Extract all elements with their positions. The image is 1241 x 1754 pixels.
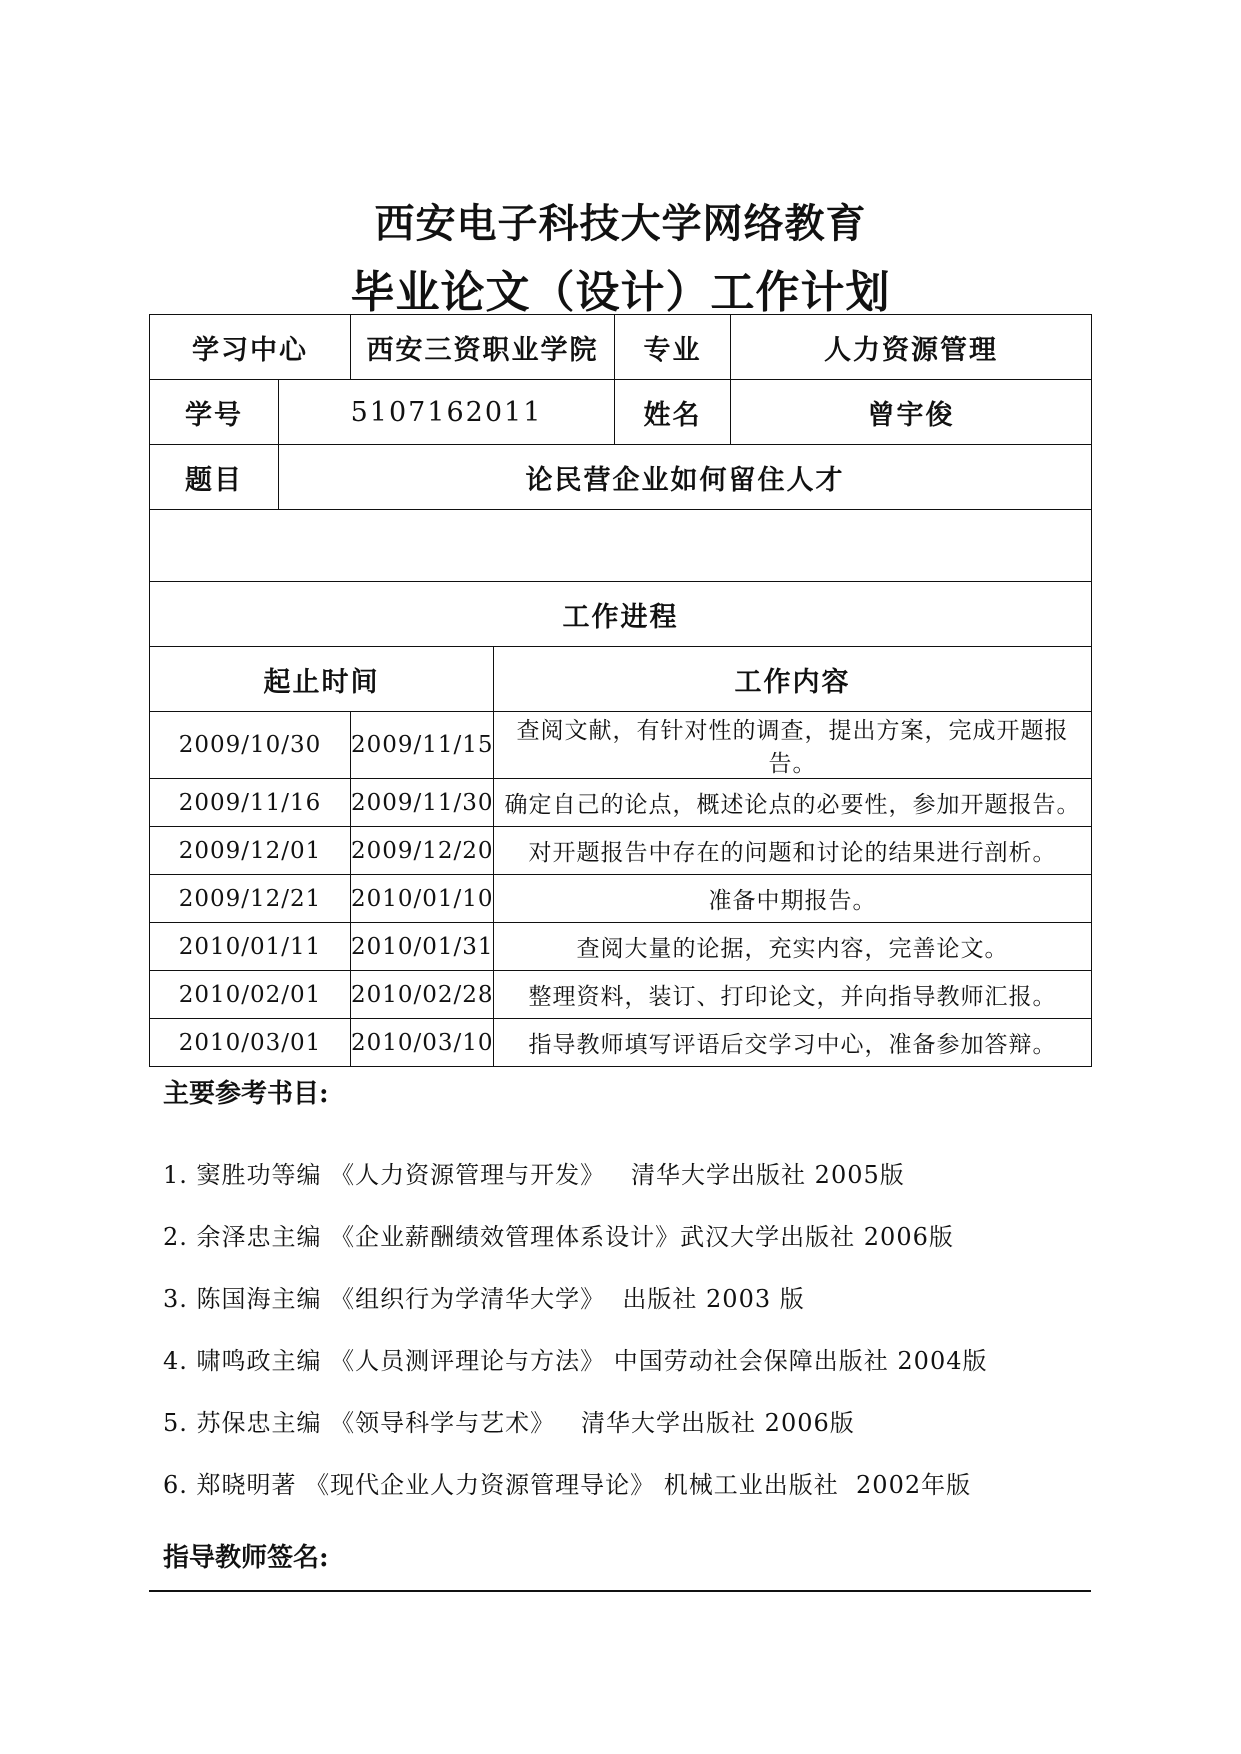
reference-item: 6. 郑晓明著 《现代企业人力资源管理导论》 机械工业出版社 2002年版 — [163, 1471, 972, 1499]
student-id-value: 5107162011 — [279, 380, 615, 445]
reference-item: 5. 苏保忠主编 《领导科学与艺术》 清华大学出版社 2006版 — [163, 1409, 855, 1437]
name-value: 曾宇俊 — [731, 380, 1092, 445]
blank-row — [150, 510, 1092, 582]
end-date: 2010/02/28 — [351, 971, 494, 1019]
work-content: 查阅文献，有针对性的调查，提出方案，完成开题报告。 — [494, 712, 1092, 779]
name-label: 姓名 — [615, 380, 731, 445]
topic-value: 论民营企业如何留住人才 — [279, 445, 1092, 510]
work-content: 整理资料，装订、打印论文，并向指导教师汇报。 — [494, 971, 1092, 1019]
end-date: 2010/01/31 — [351, 923, 494, 971]
info-row-center — [150, 315, 1092, 380]
work-content: 准备中期报告。 — [494, 875, 1092, 923]
student-id-label: 学号 — [150, 380, 279, 445]
blank-cell — [150, 510, 1092, 582]
column-header-time: 起止时间 — [150, 647, 494, 712]
center-value: 西安三资职业学院 — [351, 315, 615, 380]
end-date: 2009/12/20 — [351, 827, 494, 875]
references-heading: 主要参考书目: — [163, 1079, 329, 1109]
column-header-content: 工作内容 — [494, 647, 1092, 712]
end-date: 2009/11/15 — [351, 712, 494, 779]
work-content: 确定自己的论点，概述论点的必要性，参加开题报告。 — [494, 779, 1092, 827]
start-date: 2010/02/01 — [150, 971, 351, 1019]
document-title-plan: 毕业论文（设计）工作计划 — [350, 267, 891, 318]
table-row — [150, 971, 1092, 1019]
progress-section-title: 工作进程 — [150, 582, 1092, 647]
topic-label: 题目 — [150, 445, 279, 510]
table-row — [150, 779, 1092, 827]
work-plan-table — [149, 314, 1092, 1067]
end-date: 2010/01/10 — [351, 875, 494, 923]
center-label: 学习中心 — [150, 315, 351, 380]
start-date: 2009/12/01 — [150, 827, 351, 875]
start-date: 2009/12/21 — [150, 875, 351, 923]
reference-item: 4. 啸鸣政主编 《人员测评理论与方法》 中国劳动社会保障出版社 2004版 — [163, 1347, 988, 1375]
signature-line — [149, 1590, 1091, 1592]
table-row — [150, 923, 1092, 971]
reference-item: 3. 陈国海主编 《组织行为学清华大学》 出版社 2003 版 — [163, 1285, 805, 1313]
reference-item: 1. 窦胜功等编 《人力资源管理与开发》 清华大学出版社 2005版 — [163, 1161, 905, 1189]
start-date: 2009/11/16 — [150, 779, 351, 827]
table-row — [150, 827, 1092, 875]
end-date: 2009/11/30 — [351, 779, 494, 827]
reference-item: 2. 余泽忠主编 《企业薪酬绩效管理体系设计》武汉大学出版社 2006版 — [163, 1223, 954, 1251]
table-row — [150, 712, 1092, 779]
table-row — [150, 1019, 1092, 1067]
start-date: 2009/10/30 — [150, 712, 351, 779]
progress-title-row — [150, 582, 1092, 647]
document-title-institution: 西安电子科技大学网络教育 — [374, 200, 867, 247]
progress-header-row — [150, 647, 1092, 712]
signature-label: 指导教师签名: — [163, 1543, 329, 1573]
start-date: 2010/03/01 — [150, 1019, 351, 1067]
work-content: 查阅大量的论据，充实内容，完善论文。 — [494, 923, 1092, 971]
major-value: 人力资源管理 — [731, 315, 1092, 380]
info-row-student — [150, 380, 1092, 445]
start-date: 2010/01/11 — [150, 923, 351, 971]
info-row-topic — [150, 445, 1092, 510]
work-content: 指导教师填写评语后交学习中心，准备参加答辩。 — [494, 1019, 1092, 1067]
table-row — [150, 875, 1092, 923]
major-label: 专业 — [615, 315, 731, 380]
end-date: 2010/03/10 — [351, 1019, 494, 1067]
work-content: 对开题报告中存在的问题和讨论的结果进行剖析。 — [494, 827, 1092, 875]
